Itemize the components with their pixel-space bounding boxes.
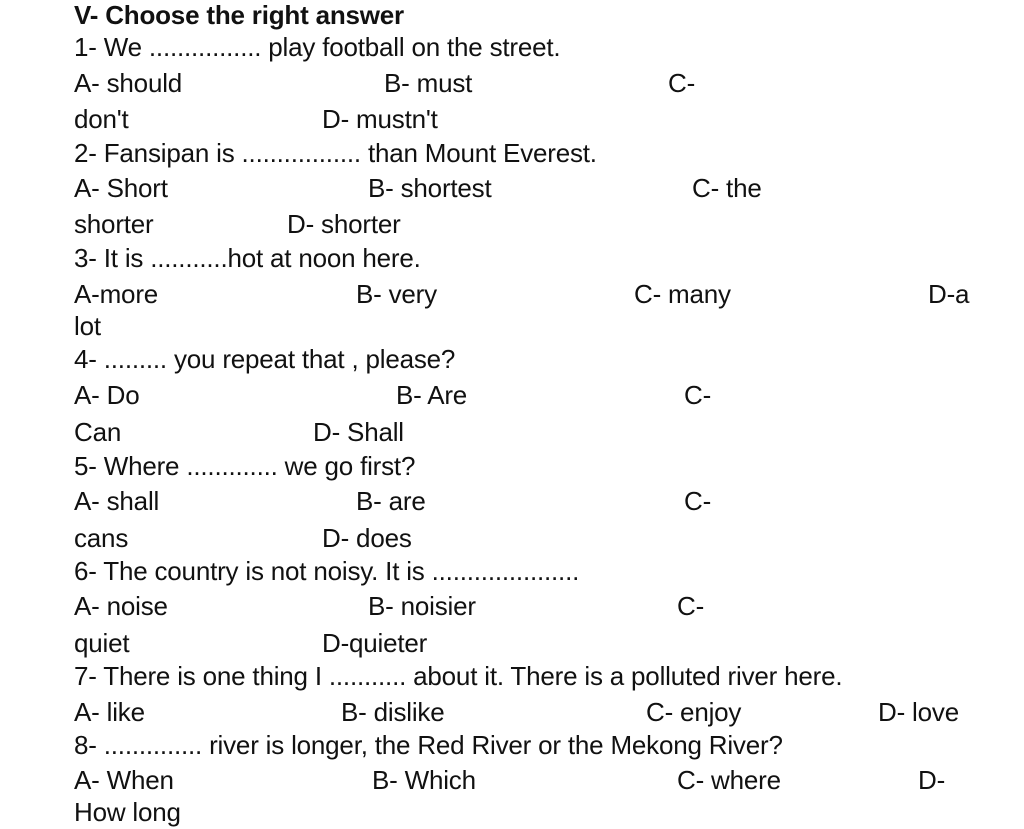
question-6-option-c: C-	[677, 591, 705, 621]
question-2-option-a: A- Short	[74, 173, 168, 203]
question-3-option-a: A-more	[74, 279, 159, 309]
question-6-option-d: D-quieter	[322, 628, 428, 658]
question-1-option-d: D- mustn't	[322, 104, 438, 134]
question-1-option-b: B- must	[384, 68, 473, 98]
question-6-option-a: A- noise	[74, 591, 168, 621]
question-2-option-c-continued: shorter	[74, 209, 154, 239]
question-3-option-d: D-a	[928, 279, 970, 309]
question-7-stem: 7- There is one thing I ........... about it. There is a polluted river here.	[74, 661, 843, 691]
question-7-option-c: C- enjoy	[646, 697, 742, 727]
question-1-stem: 1- We ................ play football on the street.	[74, 32, 561, 62]
question-6-option-c-continued: quiet	[74, 628, 130, 658]
question-6-option-b: B- noisier	[368, 591, 476, 621]
question-6-stem: 6- The country is not noisy. It is .....................	[74, 556, 580, 586]
question-3-option-c: C- many	[634, 279, 731, 309]
question-7-option-d: D- love	[878, 697, 959, 727]
question-8-option-d: D-	[918, 765, 946, 795]
question-1-option-a: A- should	[74, 68, 183, 98]
question-1-option-c-continued: don't	[74, 104, 129, 134]
question-2-option-d: D- shorter	[287, 209, 401, 239]
question-4-option-b: B- Are	[396, 380, 468, 410]
question-5-option-c: C-	[684, 486, 712, 516]
question-4-stem: 4- ......... you repeat that , please?	[74, 344, 456, 374]
section-heading: V- Choose the right answer	[74, 0, 404, 30]
question-8-option-c: C- where	[677, 765, 781, 795]
question-5-option-b: B- are	[356, 486, 426, 516]
question-8-option-b: B- Which	[372, 765, 476, 795]
question-3-option-b: B- very	[356, 279, 437, 309]
question-7-option-a: A- like	[74, 697, 145, 727]
question-5-stem: 5- Where ............. we go first?	[74, 451, 416, 481]
question-8-option-a: A- When	[74, 765, 174, 795]
question-1-option-c: C-	[668, 68, 696, 98]
question-4-option-c-continued: Can	[74, 417, 122, 447]
question-2-option-c: C- the	[692, 173, 762, 203]
question-3-stem: 3- It is ...........hot at noon here.	[74, 243, 421, 273]
question-4-option-a: A- Do	[74, 380, 140, 410]
question-2-stem: 2- Fansipan is ................. than Mount Everest.	[74, 138, 597, 168]
question-4-option-d: D- Shall	[313, 417, 404, 447]
question-5-option-a: A- shall	[74, 486, 160, 516]
question-4-option-c: C-	[684, 380, 712, 410]
question-5-option-d: D- does	[322, 523, 412, 553]
question-3-option-d-continued: lot	[74, 311, 101, 341]
question-8-stem: 8- .............. river is longer, the Red River or the Mekong River?	[74, 730, 783, 760]
question-7-option-b: B- dislike	[341, 697, 445, 727]
question-5-option-c-continued: cans	[74, 523, 129, 553]
question-2-option-b: B- shortest	[368, 173, 492, 203]
question-8-option-d-continued: How long	[74, 797, 181, 827]
